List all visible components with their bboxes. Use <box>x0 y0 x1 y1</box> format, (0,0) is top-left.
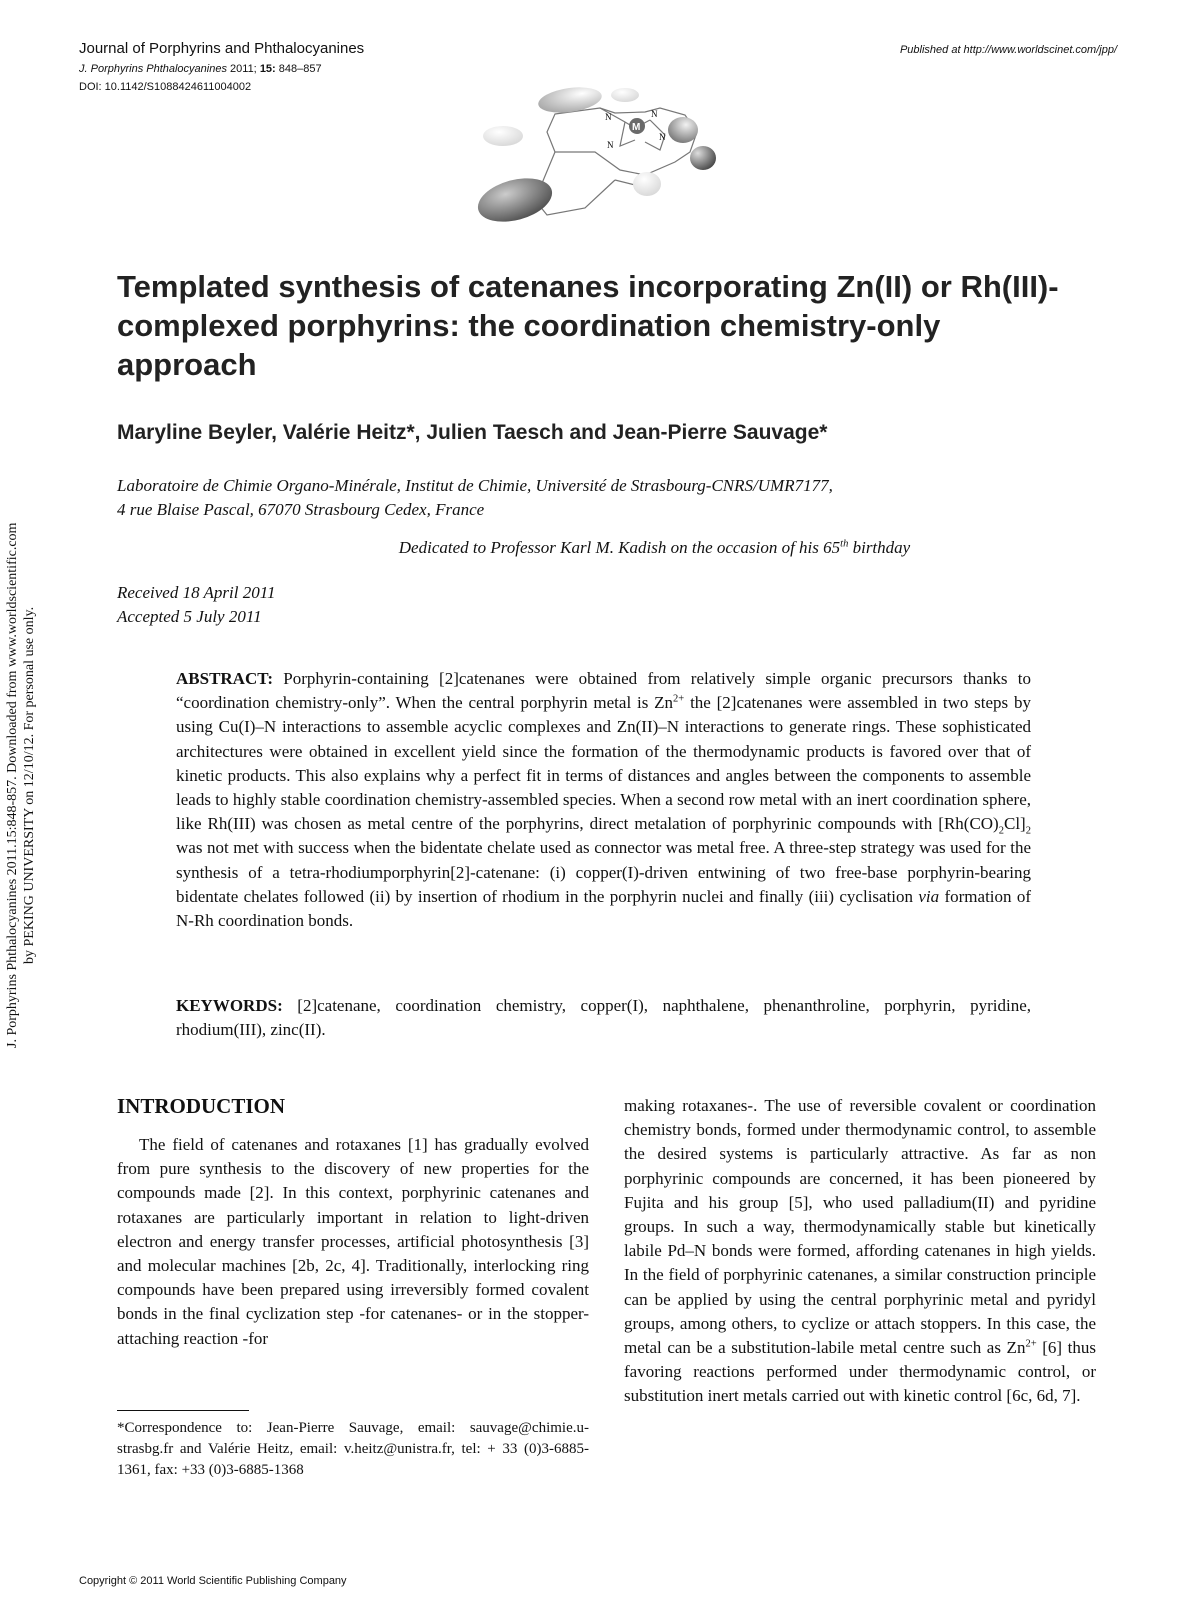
sidenote-line: by PEKING UNIVERSITY on 12/10/12. For personal use only. <box>22 606 37 964</box>
logo-n-label: N <box>605 112 612 122</box>
dedication <box>0 538 1189 558</box>
body-text: making rotaxanes-. The use of reversible covalent or coordination chemistry bonds, formed under thermodynamic control, to assemble the desired systems is particularly attractive. As far as non porphyrinic compounds are concerned, it has been pioneered by Fujita and his group [5], who used palladium(II) and pyridine groups. In such a way, thermodynamically stable but kinetically labile Pd–N bonds were formed, affording catenanes in high yields. In the field of porphyrinic catenanes, a similar construction principle can be applied by using the central porphyrinic metal and pyridyl groups, among others, to cyclize or attach stoppers. In this case, the metal can be a substitution-labile metal centre such as Zn <box>624 1096 1096 1358</box>
porphyrin-logo-icon <box>475 80 745 240</box>
correspondence-footnote: *Correspondence to: Jean-Pierre Sauvage, email: sauvage@chimie.u-strasbg.fr and Valérie Heitz, email: v.heitz@unistra.fr, tel: + 33 (0)3-6885-1361, fax: +33 (0)3-6885-1368 <box>117 1420 589 1478</box>
published-url[interactable]: Published at http://www.worldscinet.com/jpp/ <box>899 44 1117 56</box>
body-column-right <box>624 1094 1096 1409</box>
keywords-label: KEYWORDS: <box>176 996 283 1015</box>
abstract-text: was not met with success when the bidentate chelate used as connector was metal free. A three-step strategy was used for the synthesis of a tetra-rhodiumporphyrin[2]-catenane: (i) copper(I)-driven entwining of two free-base porphyrin-bearing bidentate chelates followed (ii) by insertion of rhodium in the porphyrin nuclei and finally (iii) cyclisation <box>176 838 1031 906</box>
logo-n-label: N <box>651 109 658 119</box>
footnote-divider <box>117 1410 249 1411</box>
journal-name: Journal of Porphyrins and Phthalocyanines <box>79 40 365 57</box>
affiliation-line: Laboratoire de Chimie Organo-Minérale, Institut de Chimie, Université de Strasbourg-CNRS/UMR7177, <box>117 476 833 495</box>
dedication-text: Dedicated to Professor Karl M. Kadish on the occasion of his 65 <box>398 538 841 557</box>
section-heading-introduction: INTRODUCTION <box>117 1094 286 1118</box>
citation-volume: 15: <box>259 63 276 75</box>
dedication-superscript: th <box>840 538 849 550</box>
logo-n-label: N <box>659 132 666 142</box>
abstract-italic: via <box>918 886 940 906</box>
download-sidenote <box>4 480 38 1090</box>
logo-n-label: N <box>607 140 614 150</box>
dates <box>117 581 275 629</box>
received-date: Received 18 April 2011 <box>117 583 276 602</box>
abstract <box>176 667 1031 933</box>
body-column-left <box>117 1133 589 1351</box>
accepted-date: Accepted 5 July 2011 <box>117 607 262 626</box>
affiliation <box>117 474 1067 522</box>
body-text: [6] thus favoring reactions performed under thermodynamic control, or substitution inert metals carried out with kinetic control [6c, 6d, 7]. <box>624 1338 1096 1406</box>
subscript: 2 <box>1025 825 1031 837</box>
abstract-text: Porphyrin-containing [2]catenanes were obtained from relatively simple organic precursors thanks to “coordination chemistry-only”. When the central porphyrin metal is Zn <box>176 669 1031 713</box>
citation-journal: J. Porphyrins Phthalocyanines <box>79 63 227 75</box>
body-paragraph: The field of catenanes and rotaxanes [1] has gradually evolved from pure synthesis to the discovery of new properties for the compounds made [2]. In this context, porphyrinic catenanes and rotaxanes are particularly important in relation to light-driven electron and energy transfer processes, artificial photosynthesis [3] and molecular machines [2b, 2c, 4]. Traditionally, interlocking ring compounds have been prepared using irreversibly formed covalent bonds in the final cyclization step -for catenanes- or in the stopper-attaching reaction -for <box>117 1135 589 1348</box>
superscript: 2+ <box>1025 1338 1037 1350</box>
copyright-notice: Copyright © 2011 World Scientific Publishing Company <box>79 1575 347 1587</box>
subscript: 2 <box>998 825 1004 837</box>
abstract-label: ABSTRACT: <box>176 669 273 688</box>
dedication-text-end: birthday <box>848 538 911 557</box>
affiliation-line: 4 rue Blaise Pascal, 67070 Strasbourg Cedex, France <box>117 500 485 519</box>
article-title: Templated synthesis of catenanes incorporating Zn(II) or Rh(III)-complexed porphyrins: the coordination chemistry-only approach <box>117 269 1059 382</box>
abstract-text: the [2]catenanes were assembled in two steps by using Cu(I)–N interactions to assemble acyclic complexes and Zn(II)–N interactions to generate rings. These sophisticated architectures were obtained in excellent yield since the formation of the thermodynamic products is favored over that of kinetic products. This also explains why a perfect fit in terms of distances and angles between the components to assemble leads to highly stable coordination chemistry-assembled species. When a second row metal with an inert coordination sphere, like Rh(III) was chosen as metal centre of the porphyrins, direct metalation of porphyrinic compounds with [Rh(CO) <box>176 693 1031 834</box>
doi[interactable]: DOI: 10.1142/S1088424611004002 <box>79 81 252 93</box>
citation-line <box>79 63 322 75</box>
body-paragraph <box>624 1094 1096 1409</box>
logo-metal-label: M <box>632 122 641 133</box>
superscript: 2+ <box>673 693 685 705</box>
sidenote-line: J. Porphyrins Phthalocyanines 2011.15:848-857. Downloaded from www.worldscientific.com <box>5 522 20 1048</box>
abstract-text: formation of N-Rh coordination bonds. <box>176 886 1032 931</box>
citation-year: 2011; <box>230 63 257 75</box>
citation-pages: 848–857 <box>278 63 322 75</box>
author-list: Maryline Beyler, Valérie Heitz*, Julien Taesch and Jean-Pierre Sauvage* <box>117 421 828 444</box>
abstract-text: Cl] <box>1004 814 1026 834</box>
keywords <box>176 994 1031 1042</box>
keywords-text: [2]catenane, coordination chemistry, copper(I), naphthalene, phenanthroline, porphyrin, pyridine, rhodium(III), zinc(II). <box>176 996 1031 1040</box>
